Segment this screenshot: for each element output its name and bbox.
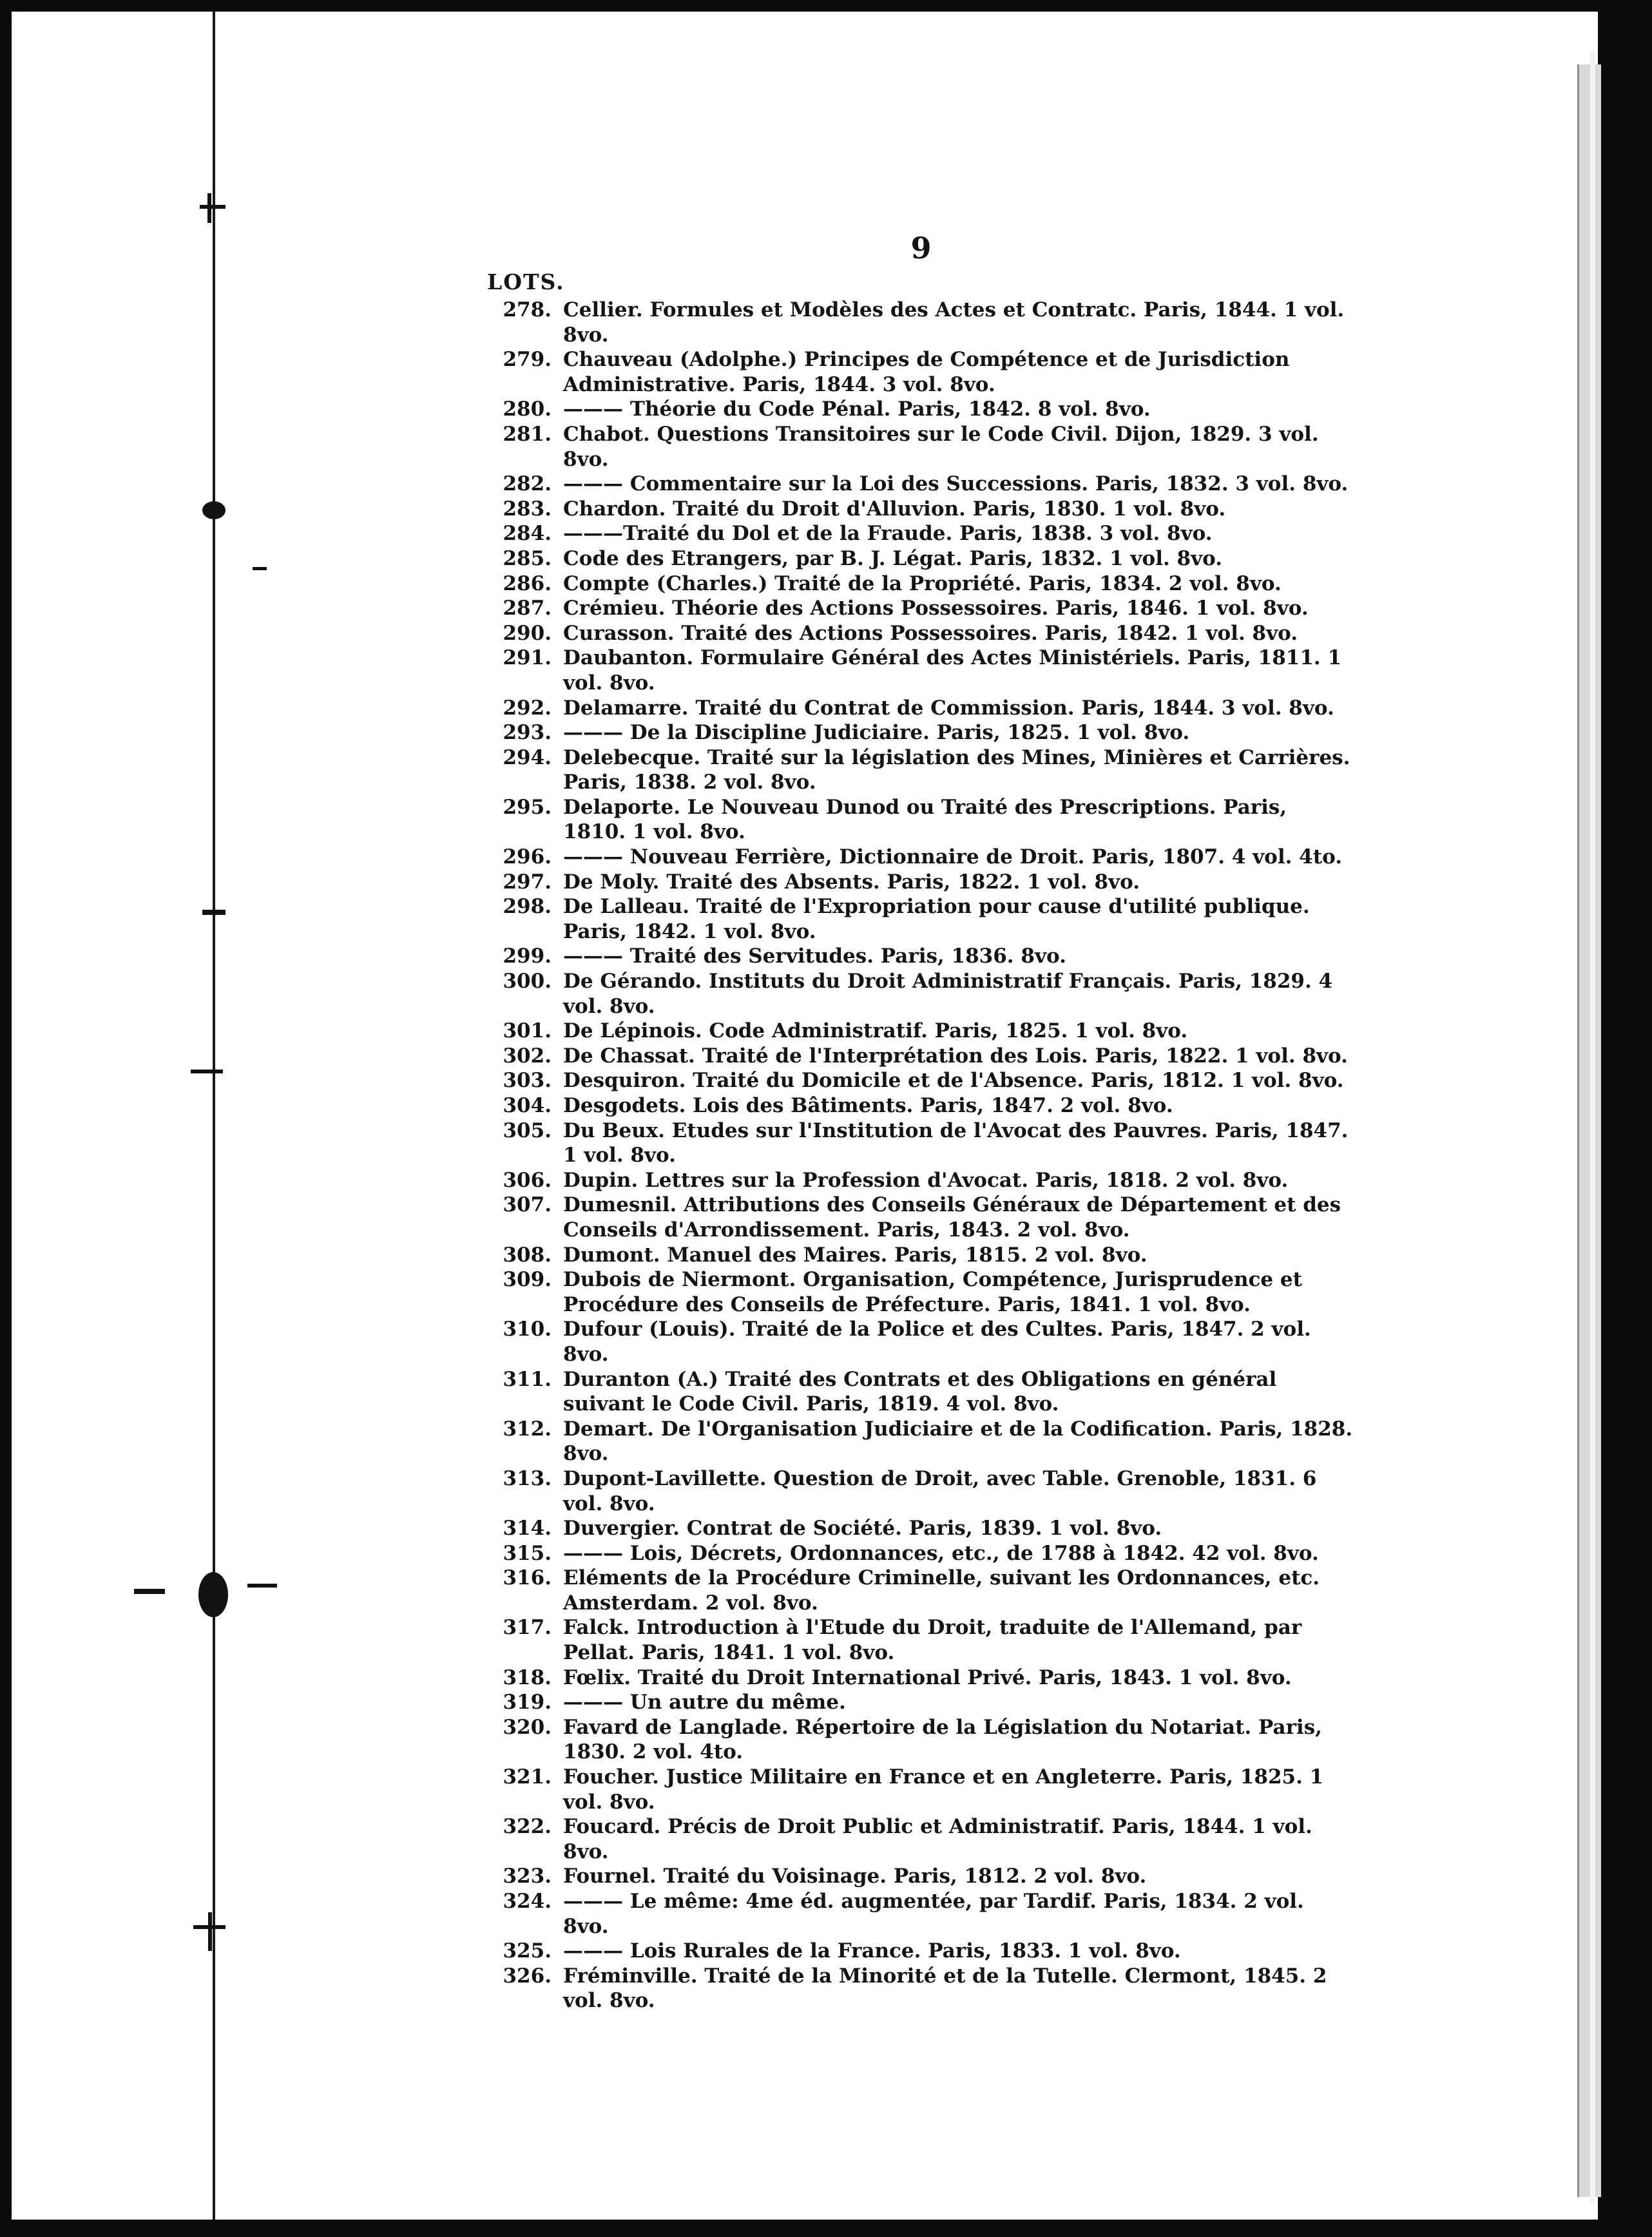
lot-number: 278. <box>503 298 552 322</box>
lot-description: ——— Un autre du même. <box>563 1691 846 1714</box>
lot-number: 313. <box>503 1466 552 1490</box>
lot-description: ——— Lois Rurales de la France. Paris, 1833. 1 vol. 8vo. <box>563 1939 1181 1963</box>
lot-number: 323. <box>503 1865 552 1888</box>
lot-number: 302. <box>503 1044 552 1068</box>
lot-number: 287. <box>503 597 552 620</box>
catalogue-entry <box>487 1044 1353 1069</box>
lot-number: 295. <box>503 795 552 819</box>
binding-thread-mark <box>253 567 267 570</box>
catalogue-entry <box>487 1317 1353 1367</box>
lot-description: Desquiron. Traité du Domicile et de l'Absence. Paris, 1812. 1 vol. 8vo. <box>563 1069 1344 1093</box>
lot-number: 311. <box>503 1367 552 1391</box>
lot-number: 304. <box>503 1094 552 1117</box>
lot-description: Desgodets. Lois des Bâtiments. Paris, 1847. 2 vol. 8vo. <box>563 1094 1173 1117</box>
lot-description: ——— Le même: 4me éd. augmentée, par Tardif. Paris, 1834. 2 vol. 8vo. <box>563 1890 1304 1938</box>
page-number: 9 <box>910 231 932 265</box>
catalogue-entry <box>487 795 1353 845</box>
lot-number: 306. <box>503 1168 552 1192</box>
lot-number: 314. <box>503 1517 552 1541</box>
scan-border-left <box>0 0 12 2237</box>
lot-number: 286. <box>503 571 552 595</box>
lot-description: Daubanton. Formulaire Général des Actes Ministériels. Paris, 1811. 1 vol. 8vo. <box>563 646 1342 695</box>
catalogue-entry <box>487 1814 1353 1864</box>
catalogue-listing <box>487 298 1353 2013</box>
lot-description: Dumont. Manuel des Maires. Paris, 1815. 2 vol. 8vo. <box>563 1243 1148 1267</box>
catalogue-entry <box>487 546 1353 571</box>
lot-number: 280. <box>503 398 552 421</box>
lot-description: Fréminville. Traité de la Minorité et de la Tutelle. Clermont, 1845. 2 vol. 8vo. <box>563 1964 1327 2013</box>
catalogue-entry <box>487 1243 1353 1268</box>
lot-number: 279. <box>503 348 552 372</box>
catalogue-entry <box>487 1267 1353 1317</box>
lot-description: Dupin. Lettres sur la Profession d'Avocat. Paris, 1818. 2 vol. 8vo. <box>563 1168 1289 1192</box>
lot-number: 318. <box>503 1666 552 1689</box>
binding-spine-line <box>213 12 215 2220</box>
lot-number: 282. <box>503 472 552 496</box>
lot-number: 303. <box>503 1069 552 1093</box>
lot-description: Dubois de Niermont. Organisation, Compétence, Jurisprudence et Procédure des Conseils de Préfecture. Paris, 1841. 1 vol. 8vo. <box>563 1268 1302 1316</box>
lot-description: De Moly. Traité des Absents. Paris, 1822. 1 vol. 8vo. <box>563 870 1140 894</box>
lot-description: Cellier. Formules et Modèles des Actes et Contratc. Paris, 1844. 1 vol. 8vo. <box>563 298 1345 347</box>
lot-description: Eléments de la Procédure Criminelle, suivant les Ordonnances, etc. Amsterdam. 2 vol. 8vo. <box>563 1566 1320 1615</box>
lot-description: Delamarre. Traité du Contrat de Commission. Paris, 1844. 3 vol. 8vo. <box>563 696 1334 720</box>
binding-thread-mark <box>191 1070 223 1073</box>
catalogue-entry <box>487 745 1353 795</box>
lot-number: 315. <box>503 1541 552 1565</box>
catalogue-entry <box>487 422 1353 472</box>
lot-description: ——— Commentaire sur la Loi des Successions. Paris, 1832. 3 vol. 8vo. <box>563 472 1349 496</box>
lot-description: Dufour (Louis). Traité de la Police et des Cultes. Paris, 1847. 2 vol. 8vo. <box>563 1318 1311 1366</box>
lot-description: Duvergier. Contrat de Société. Paris, 1839. 1 vol. 8vo. <box>563 1517 1162 1541</box>
lot-number: 291. <box>503 646 552 670</box>
catalogue-entry <box>487 646 1353 695</box>
scan-border-bottom <box>0 2220 1652 2237</box>
lot-description: Duranton (A.) Traité des Contrats et des Obligations en général suivant le Code Civil. Paris, 1819. 4 vol. 8vo. <box>563 1367 1277 1416</box>
catalogue-entry <box>487 1541 1353 1566</box>
lot-number: 319. <box>503 1691 552 1714</box>
lot-description: ——— Nouveau Ferrière, Dictionnaire de Droit. Paris, 1807. 4 vol. 4to. <box>563 845 1342 869</box>
binding-thread-mark <box>202 910 226 915</box>
lot-number: 296. <box>503 845 552 869</box>
catalogue-entry <box>487 1193 1353 1242</box>
lot-description: Fœlix. Traité du Droit International Privé. Paris, 1843. 1 vol. 8vo. <box>563 1666 1292 1689</box>
lot-description: Code des Etrangers, par B. J. Légat. Paris, 1832. 1 vol. 8vo. <box>563 546 1223 570</box>
page-edge-shadow <box>1577 64 1601 2197</box>
lot-description: De Lalleau. Traité de l'Expropriation pour cause d'utilité publique. Paris, 1842. 1 vol. 8vo. <box>563 895 1310 943</box>
catalogue-entry <box>487 472 1353 497</box>
lot-number: 299. <box>503 945 552 968</box>
catalogue-entry <box>487 347 1353 397</box>
catalogue-entry <box>487 944 1353 969</box>
lot-number: 320. <box>503 1715 552 1739</box>
catalogue-entry <box>487 1566 1353 1615</box>
lot-description: Demart. De l'Organisation Judiciaire et de la Codification. Paris, 1828. 8vo. <box>563 1417 1353 1466</box>
catalogue-entry <box>487 1715 1353 1765</box>
lot-description: Falck. Introduction à l'Etude du Droit, traduite de l'Allemand, par Pellat. Paris, 1841. 1 vol. 8vo. <box>563 1616 1302 1665</box>
lot-description: Delaporte. Le Nouveau Dunod ou Traité des Prescriptions. Paris, 1810. 1 vol. 8vo. <box>563 795 1287 844</box>
lot-number: 300. <box>503 970 552 994</box>
catalogue-entry <box>487 1417 1353 1466</box>
catalogue-entry <box>487 596 1353 621</box>
lot-description: ———Traité du Dol et de la Fraude. Paris, 1838. 3 vol. 8vo. <box>563 522 1213 546</box>
lot-description: ——— Lois, Décrets, Ordonnances, etc., de 1788 à 1842. 42 vol. 8vo. <box>563 1541 1319 1565</box>
scan-border-right <box>1598 0 1652 2237</box>
lot-number: 297. <box>503 870 552 894</box>
catalogue-entry <box>487 521 1353 546</box>
lots-column-heading: LOTS. <box>487 269 565 294</box>
lot-number: 292. <box>503 696 552 720</box>
catalogue-entry <box>487 1889 1353 1939</box>
lot-number: 317. <box>503 1616 552 1640</box>
lot-number: 298. <box>503 895 552 919</box>
lot-number: 326. <box>503 1964 552 1988</box>
lot-number: 316. <box>503 1566 552 1590</box>
catalogue-entry <box>487 1168 1353 1193</box>
binding-thread-mark <box>207 193 211 223</box>
lot-description: Dupont-Lavillette. Question de Droit, avec Table. Grenoble, 1831. 6 vol. 8vo. <box>563 1466 1317 1515</box>
lot-number: 312. <box>503 1417 552 1441</box>
catalogue-entry <box>487 1466 1353 1516</box>
catalogue-entry <box>487 571 1353 597</box>
catalogue-entry <box>487 621 1353 646</box>
catalogue-entry <box>487 298 1353 347</box>
lot-number: 321. <box>503 1765 552 1789</box>
binding-thread-mark <box>134 1589 165 1594</box>
lot-description: Compte (Charles.) Traité de la Propriété. Paris, 1834. 2 vol. 8vo. <box>563 571 1282 595</box>
binding-thread-mark <box>200 205 226 209</box>
catalogue-entry <box>487 720 1353 745</box>
lot-description: Foucard. Précis de Droit Public et Administratif. Paris, 1844. 1 vol. 8vo. <box>563 1815 1312 1863</box>
catalogue-entry <box>487 1516 1353 1541</box>
binding-thread-mark <box>198 1572 228 1617</box>
lot-description: Favard de Langlade. Répertoire de la Législation du Notariat. Paris, 1830. 2 vol. 4to. <box>563 1715 1322 1764</box>
catalogue-entry <box>487 1666 1353 1691</box>
lot-description: De Chassat. Traité de l'Interprétation des Lois. Paris, 1822. 1 vol. 8vo. <box>563 1044 1348 1068</box>
lot-description: Chabot. Questions Transitoires sur le Code Civil. Dijon, 1829. 3 vol. 8vo. <box>563 422 1319 471</box>
catalogue-entry <box>487 845 1353 870</box>
lot-description: Crémieu. Théorie des Actions Possessoires. Paris, 1846. 1 vol. 8vo. <box>563 597 1309 620</box>
catalogue-entry <box>487 1939 1353 1964</box>
catalogue-entry <box>487 1118 1353 1168</box>
lot-description: ——— De la Discipline Judiciaire. Paris, 1825. 1 vol. 8vo. <box>563 721 1190 745</box>
lot-description: Foucher. Justice Militaire en France et en Angleterre. Paris, 1825. 1 vol. 8vo. <box>563 1765 1324 1814</box>
catalogue-entry <box>487 969 1353 1019</box>
binding-thread-mark <box>208 1912 212 1951</box>
lot-number: 307. <box>503 1193 552 1217</box>
catalogue-entry <box>487 1367 1353 1417</box>
lot-number: 281. <box>503 422 552 446</box>
lot-description: ——— Traité des Servitudes. Paris, 1836. 8vo. <box>563 945 1066 968</box>
lot-description: ——— Théorie du Code Pénal. Paris, 1842. 8 vol. 8vo. <box>563 398 1151 421</box>
catalogue-entry <box>487 1093 1353 1118</box>
lot-description: Du Beux. Etudes sur l'Institution de l'Avocat des Pauvres. Paris, 1847. 1 vol. 8vo. <box>563 1118 1349 1167</box>
catalogue-entry <box>487 1690 1353 1715</box>
lot-number: 310. <box>503 1318 552 1341</box>
lot-number: 293. <box>503 721 552 745</box>
lot-number: 285. <box>503 546 552 570</box>
lot-description: Dumesnil. Attributions des Conseils Généraux de Département et des Conseils d'Arrondissement. Paris, 1843. 2 vol. 8vo. <box>563 1193 1341 1242</box>
catalogue-entry <box>487 497 1353 522</box>
lot-number: 283. <box>503 497 552 521</box>
lot-description: Chardon. Traité du Droit d'Alluvion. Paris, 1830. 1 vol. 8vo. <box>563 497 1226 521</box>
lot-number: 309. <box>503 1268 552 1292</box>
lot-description: Curasson. Traité des Actions Possessoires. Paris, 1842. 1 vol. 8vo. <box>563 621 1298 645</box>
catalogue-entry <box>487 696 1353 721</box>
catalogue-entry <box>487 1964 1353 2013</box>
lot-number: 325. <box>503 1939 552 1963</box>
lot-number: 294. <box>503 745 552 769</box>
binding-thread-mark <box>247 1584 277 1588</box>
catalogue-entry <box>487 1615 1353 1665</box>
page-edge-highlight <box>1590 52 1595 2203</box>
lot-number: 290. <box>503 621 552 645</box>
lot-number: 301. <box>503 1019 552 1043</box>
lot-number: 305. <box>503 1118 552 1142</box>
lot-number: 284. <box>503 522 552 546</box>
lot-description: De Gérando. Instituts du Droit Administratif Français. Paris, 1829. 4 vol. 8vo. <box>563 970 1333 1018</box>
lot-description: Fournel. Traité du Voisinage. Paris, 1812. 2 vol. 8vo. <box>563 1865 1147 1888</box>
lot-description: Chauveau (Adolphe.) Principes de Compétence et de Jurisdiction Administrative. Paris, 1844. 3 vol. 8vo. <box>563 348 1290 396</box>
lot-number: 308. <box>503 1243 552 1267</box>
catalogue-entry <box>487 1068 1353 1093</box>
lot-description: De Lépinois. Code Administratif. Paris, 1825. 1 vol. 8vo. <box>563 1019 1188 1043</box>
catalogue-entry <box>487 894 1353 944</box>
catalogue-entry <box>487 1765 1353 1814</box>
scan-border-top <box>0 0 1652 12</box>
catalogue-entry <box>487 1019 1353 1044</box>
catalogue-entry <box>487 870 1353 895</box>
lot-number: 322. <box>503 1815 552 1839</box>
binding-thread-mark <box>202 501 226 519</box>
catalogue-entry <box>487 1864 1353 1889</box>
catalogue-entry <box>487 397 1353 422</box>
lot-number: 324. <box>503 1890 552 1913</box>
lot-description: Delebecque. Traité sur la législation des Mines, Minières et Carrières. Paris, 1838. 2 vol. 8vo. <box>563 745 1350 794</box>
